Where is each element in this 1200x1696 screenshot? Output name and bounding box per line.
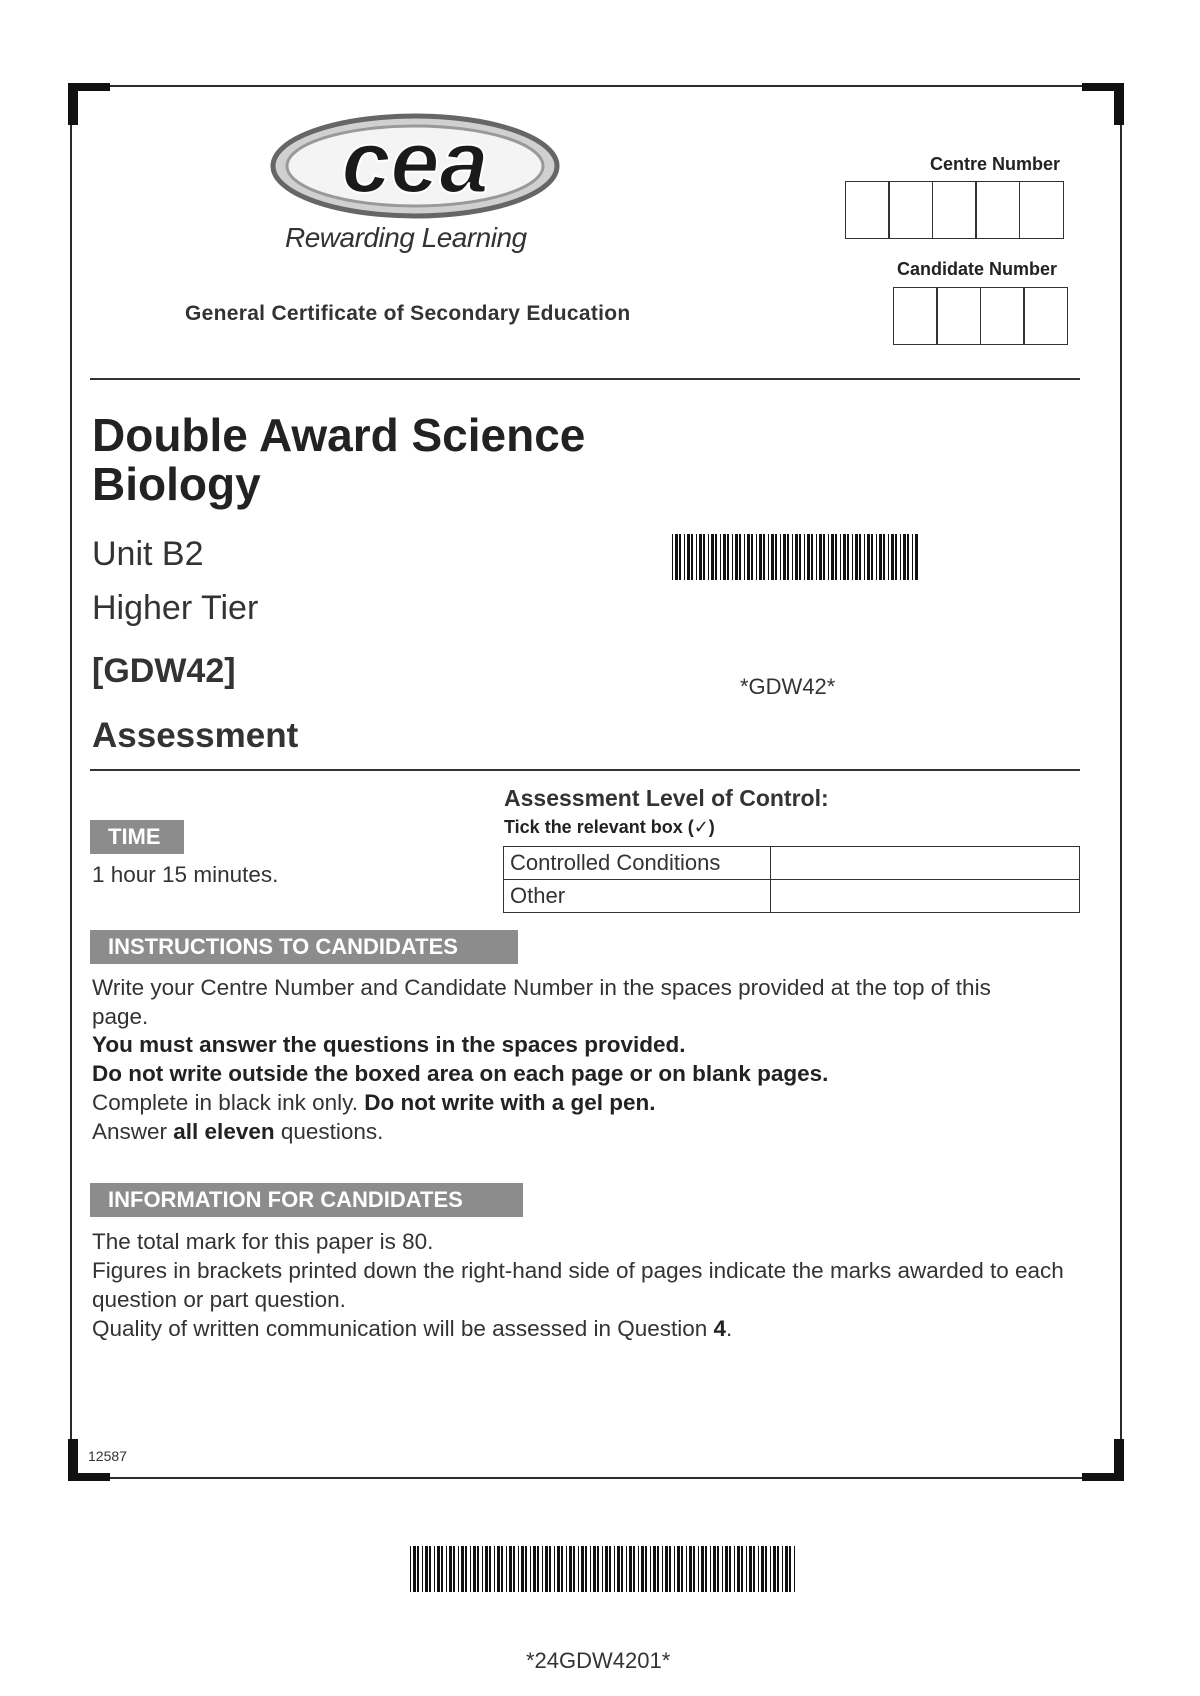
barcode-bar [799,534,801,580]
barcode-bar [729,1546,731,1592]
tagline: Rewarding Learning [285,222,527,253]
barcode-bar [859,534,861,580]
barcode-bar [867,534,870,580]
centre-number-label: Centre Number [930,154,1061,174]
barcode-bar [789,1546,791,1592]
barcode-bar [717,1546,719,1592]
corner-mark-tr-h [1082,83,1124,91]
barcode-bar [518,1546,519,1592]
barcode-bar [783,534,786,580]
centre-number-digit-2[interactable] [888,181,933,239]
barcode-bar [513,1546,515,1592]
barcode-bar [763,534,765,580]
barcode-bar [561,1546,563,1592]
control-table [503,846,1080,913]
barcode-bar [429,1546,431,1592]
instructions-line-5b: all eleven [173,1119,275,1144]
barcode-bar [792,534,793,580]
barcode-bar [686,1546,687,1592]
barcode-bar [674,1546,675,1592]
information-line-3c: . [726,1316,733,1341]
barcode-bar [852,534,853,580]
barcode-bar [713,1546,716,1592]
barcode-bar [434,1546,435,1592]
barcode-bar [691,534,693,580]
barcode-bar [687,534,690,580]
information-line-3b: 4 [713,1316,727,1341]
barcode-bar [912,534,913,580]
barcode-bar [609,1546,611,1592]
control-heading: Assessment Level of Control: [504,785,829,811]
barcode-bar [501,1546,503,1592]
barcode-bar [621,1546,623,1592]
barcode-bar [653,1546,656,1592]
qualification-title: General Certificate of Secondary Education [185,302,631,325]
control-instruction: Tick the relevant box (✓) [504,817,715,837]
barcode-bar [461,1546,464,1592]
barcode-bar [675,534,678,580]
barcode-bar [662,1546,663,1592]
barcode-bar [573,1546,575,1592]
page-barcode-text: *24GDW4201* [526,1648,671,1673]
centre-number-digit-4[interactable] [975,181,1020,239]
barcode-bar [633,1546,635,1592]
barcode-bar [665,1546,668,1592]
barcode-bar [617,1546,620,1592]
barcode-bar [533,1546,536,1592]
control-option-label: Other [504,880,771,913]
barcode-bar [770,1546,771,1592]
candidate-number-boxes [894,287,1068,345]
barcode-bar [699,534,702,580]
instructions-line-2-text: You must answer the questions in the spaces provided. [92,1032,686,1057]
instructions-line-3 [92,1059,1092,1088]
control-row [504,847,1080,880]
barcode-bar [855,534,858,580]
barcode-bar [530,1546,531,1592]
barcode-bar [554,1546,555,1592]
other-tick-box[interactable] [771,880,1080,913]
barcode-bar [689,1546,692,1592]
barcode-bar [753,1546,755,1592]
instructions-line-2 [92,1030,1092,1059]
information-heading: INFORMATION FOR CANDIDATES [90,1183,523,1217]
barcode-bar [780,534,781,580]
barcode-bar [816,534,817,580]
barcode-bar [734,1546,735,1592]
barcode-bar [737,1546,740,1592]
instructions-line-4b: Do not write with a gel pen. [364,1090,656,1115]
instructions-line-4a: Complete in black ink only. [92,1090,365,1115]
barcode-bar [542,1546,543,1592]
instructions-line-5 [92,1117,1092,1146]
barcode-bar [679,534,681,580]
barcode-bar [701,1546,704,1592]
information-line-2: Figures in brackets printed down the right-hand side of pages indicate the marks awarded to each question or part question. [92,1258,1064,1312]
barcode-bar [477,1546,479,1592]
barcode-bar [605,1546,608,1592]
instructions-heading: INSTRUCTIONS TO CANDIDATES [90,930,518,964]
barcode-bar [751,534,753,580]
barcode-bar [747,534,750,580]
barcode-bar [657,1546,659,1592]
barcode-bar [756,534,757,580]
centre-number-digit-3[interactable] [932,181,977,239]
barcode-bar [727,534,729,580]
control-row [504,880,1080,913]
barcode-bar [597,1546,599,1592]
barcode-bar [895,534,897,580]
barcode-bar [804,534,805,580]
instructions-line-5a: Answer [92,1119,174,1144]
barcode-bar [811,534,813,580]
barcode-bar [785,1546,788,1592]
barcode-bar [732,534,733,580]
barcode-bar [828,534,829,580]
tier-label: Higher Tier [92,589,259,627]
barcode-bar [915,534,918,580]
barcode-bar [847,534,849,580]
barcode-bar [650,1546,651,1592]
barcode-bar [711,534,714,580]
barcode-bar [903,534,906,580]
barcode-bar [521,1546,524,1592]
barcode-bar [485,1546,488,1592]
barcode-bar [497,1546,500,1592]
barcode-bar [525,1546,527,1592]
barcode-bar [907,534,909,580]
candidate-number-digit-2[interactable] [936,287,981,345]
paper-title-line1: Double Award Science [92,409,586,461]
barcode-bar [585,1546,587,1592]
barcode-bar [794,1546,795,1592]
paper-title-line2: Biology [92,458,261,510]
barcode-bar [614,1546,615,1592]
barcode-bar [715,534,717,580]
barcode-bar [888,534,889,580]
barcode-bar [900,534,901,580]
barcode-bar [773,1546,776,1592]
barcode-bar [458,1546,459,1592]
barcode-bar [819,534,822,580]
barcode-bar [641,1546,644,1592]
barcode-bar [602,1546,603,1592]
corner-mark-tl-h [68,83,110,91]
paper-barcode-text: *GDW42* [740,674,836,699]
barcode-bar [744,534,745,580]
barcode-bar [494,1546,495,1592]
centre-number-digit-5[interactable] [1019,181,1064,239]
controlled-conditions-tick-box[interactable] [771,847,1080,880]
instructions-line-4 [92,1088,1092,1117]
barcode-bar [777,1546,779,1592]
candidate-number-digit-4[interactable] [1023,287,1068,345]
barcode-bar [569,1546,572,1592]
title-divider [90,769,1080,771]
barcode-bar [787,534,789,580]
barcode-bar [453,1546,455,1592]
centre-number-digit-1[interactable] [845,181,890,239]
barcode-bar [693,1546,695,1592]
barcode-bar [807,534,810,580]
candidate-number-digit-3[interactable] [980,287,1025,345]
barcode-bar [891,534,894,580]
barcode-bar [768,534,769,580]
barcode-bar [581,1546,584,1592]
barcode-bar [883,534,885,580]
barcode-bar [482,1546,483,1592]
barcode-bar [864,534,865,580]
time-heading: TIME [90,820,184,854]
barcode-bar [669,1546,671,1592]
barcode-bar [413,1546,416,1592]
barcode-bar [840,534,841,580]
barcode-bar [681,1546,683,1592]
header-divider [90,378,1080,380]
barcode-bar [593,1546,596,1592]
barcode-bar [843,534,846,580]
barcode-bar [677,1546,680,1592]
barcode-bar [876,534,877,580]
page-barcode [410,1546,798,1592]
barcode-bar [417,1546,419,1592]
barcode-bar [626,1546,627,1592]
barcode-bar [720,534,721,580]
barcode-bar [629,1546,632,1592]
barcode-bar [684,534,685,580]
logo-text: cea [341,112,489,211]
barcode-bar [835,534,837,580]
barcode-bar [537,1546,539,1592]
barcode-bar [746,1546,747,1592]
corner-mark-bl-h [68,1473,110,1481]
centre-number-boxes [846,181,1064,239]
control-option-label: Controlled Conditions [504,847,771,880]
barcode-bar [590,1546,591,1592]
barcode-bar [759,534,762,580]
barcode-bar [739,534,741,580]
barcode-bar [871,534,873,580]
paper-type: Assessment [92,716,299,755]
information-line-3a: Quality of written communication will be assessed in Question [92,1316,714,1341]
barcode-bar [422,1546,423,1592]
barcode-bar [722,1546,723,1592]
barcode-bar [425,1546,428,1592]
barcode-bar [758,1546,759,1592]
barcode-bar [761,1546,764,1592]
barcode-bar [446,1546,447,1592]
barcode-bar [775,534,777,580]
barcode-bar [506,1546,507,1592]
barcode-bar [782,1546,783,1592]
barcode-bar [696,534,697,580]
barcode-bar [723,534,726,580]
barcode-bar [557,1546,560,1592]
information-line-3 [92,1314,1092,1343]
barcode-bar [765,1546,767,1592]
barcode-bar [823,534,825,580]
paper-code: [GDW42] [92,652,236,690]
barcode-bar [645,1546,647,1592]
barcode-bar [735,534,738,580]
barcode-bar [795,534,798,580]
unit-label: Unit B2 [92,535,204,573]
instructions-line-5c: questions. [274,1119,384,1144]
barcode-bar [441,1546,443,1592]
barcode-bar [509,1546,512,1592]
barcode-bar [473,1546,476,1592]
barcode-bar [410,1546,411,1592]
barcode-bar [489,1546,491,1592]
corner-mark-br-h [1082,1473,1124,1481]
barcode-bar [672,534,673,580]
instructions-line-3-text: Do not write outside the boxed area on each page or on blank pages. [92,1061,829,1086]
barcode-bar [465,1546,467,1592]
barcode-bar [437,1546,440,1592]
barcode-bar [831,534,834,580]
barcode-bar [879,534,882,580]
barcode-bar [638,1546,639,1592]
barcode-bar [771,534,774,580]
paper-barcode [672,534,918,580]
information-line-1: The total mark for this paper is 80. [92,1229,434,1254]
barcode-bar [705,1546,707,1592]
barcode-bar [470,1546,471,1592]
barcode-bar [698,1546,699,1592]
barcode-bar [703,534,705,580]
time-value: 1 hour 15 minutes. [92,862,279,887]
candidate-number-digit-1[interactable] [893,287,938,345]
barcode-bar [710,1546,711,1592]
barcode-bar [549,1546,551,1592]
barcode-bar [578,1546,579,1592]
barcode-bar [449,1546,452,1592]
barcode-bar [566,1546,567,1592]
barcode-bar [741,1546,743,1592]
barcode-bar [725,1546,728,1592]
barcode-bar [749,1546,752,1592]
barcode-bar [708,534,709,580]
reference-number: 12587 [88,1448,127,1464]
instructions-line-1: Write your Centre Number and Candidate Number in the spaces provided at the top of this page. [92,975,991,1029]
candidate-number-label: Candidate Number [897,259,1058,279]
barcode-bar [545,1546,548,1592]
